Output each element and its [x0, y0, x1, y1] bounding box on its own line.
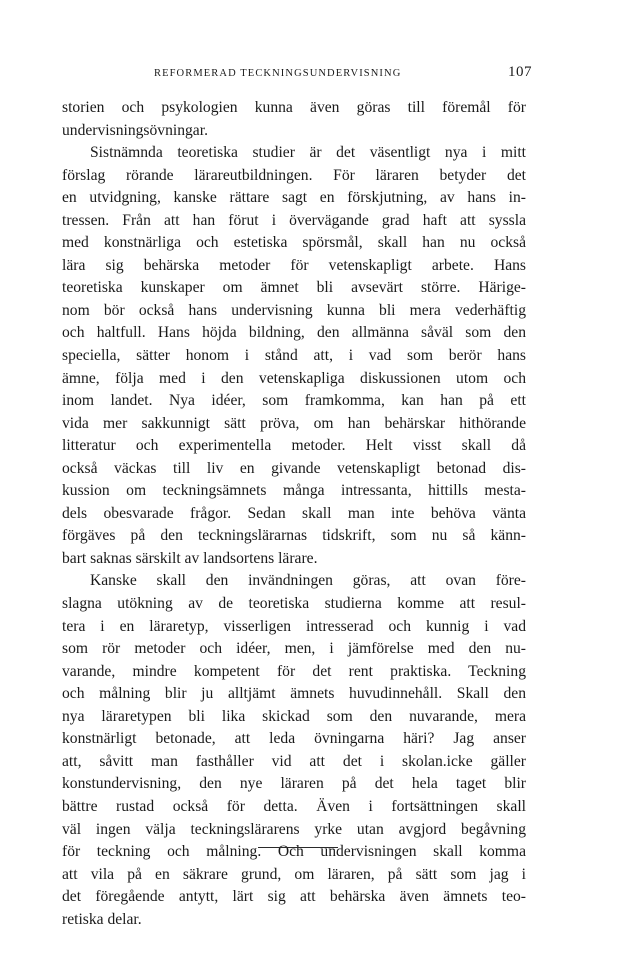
text-line: med konstnärliga och estetiska spörsmål, skall han nu också [62, 234, 526, 252]
text-line: inom landet. Nya idéer, som framkomma, kan han på ett [62, 392, 526, 410]
text-line: konstnärligt betonade, att leda övningarna häri? Jag anser [62, 730, 526, 748]
text-line: nya läraretypen bli lika skickad som den nuvarande, mera [62, 707, 526, 725]
text-line: bättre rustad också för detta. Även i fortsättningen skall [62, 797, 526, 815]
text-line: litteratur och experimentella metoder. Helt visst skall då [62, 437, 526, 455]
text-line: väl ingen välja teckningslärarens yrke utan avgjord begåvning [62, 820, 526, 838]
text-line: undervisningsövningar. [62, 121, 208, 139]
paragraph-start-line: Kanske skall den invändningen göras, att ovan före- [90, 572, 526, 590]
text-line: lära sig behärska metoder för vetenskapligt arbete. Hans [62, 256, 526, 274]
text-line: att, såvitt man fasthåller vid att det i skolan.icke gäller [62, 752, 526, 770]
text-line: slagna utökning av de teoretiska studierna komme att resul- [62, 595, 526, 613]
text-line: och haltfull. Hans höjda bildning, den allmänna såväl som den [62, 324, 526, 342]
text-line: retiska delar. [62, 910, 142, 928]
text-line: en utvidgning, kanske rättare sagt en förskjutning, av hans in- [62, 189, 526, 207]
text-line: bart saknas särskilt av landsortens lärare. [62, 549, 318, 567]
text-line: nom bör också hans undervisning kunna bli mera vederhäftig [62, 301, 526, 319]
page-number: 107 [508, 64, 532, 80]
end-of-section-rule [258, 847, 338, 848]
paragraph-start-line: Sistnämnda teoretiska studier är det väsentligt nya i mitt [90, 144, 526, 162]
text-line: som rör metoder och idéer, men, i jämförelse med den nu- [62, 640, 526, 658]
text-line: konstundervisning, den nye läraren på det hela taget blir [62, 775, 526, 793]
text-line: också väckas till liv en givande vetenskapligt betonad dis- [62, 459, 526, 477]
text-line: storien och psykologien kunna även göras till föremål för [62, 99, 526, 116]
text-line: varande, mindre kompetent för det rent praktiska. Teckning [62, 662, 526, 680]
text-line: förgäves på den teckningslärarnas tidskrift, som nu så känn- [62, 527, 526, 545]
text-line: speciella, sätter honom i stånd att, i vad som berör hans [62, 347, 526, 365]
text-line: kussion om teckningsämnets många intressanta, hittills mesta- [62, 482, 526, 500]
text-line: tera i en läraretyp, visserligen intresserad och kunnig i vad [62, 617, 526, 635]
text-line: vida mer sakkunnigt sätt pröva, om han behärskar hithörande [62, 414, 526, 432]
text-line: att vila på en säkrare grund, om läraren, på sätt som jag i [62, 865, 526, 883]
text-line: teoretiska kunskaper om ämnet bli avsevärt större. Härige- [62, 279, 526, 297]
body-text [62, 97, 526, 931]
running-head [62, 64, 532, 84]
text-line: förslag rörande lärareutbildningen. För läraren betyder det [62, 166, 526, 184]
text-line: och målning blir ju alltjämt ämnets huvudinnehåll. Skall den [62, 685, 526, 703]
text-line: för teckning och målning. Och undervisningen skall komma [62, 843, 526, 861]
text-line: dels obesvarade frågor. Sedan skall man inte behöva vänta [62, 504, 526, 522]
text-line: tressen. Från att han förut i övervägande grad haft att syssla [62, 211, 526, 229]
text-line: det föregående antytt, lärt sig att behärska även ämnets teo- [62, 888, 526, 906]
text-line: ämne, följa med i den vetenskapliga diskussionen utom och [62, 369, 526, 387]
running-title: REFORMERAD TECKNINGSUNDERVISNING [154, 68, 402, 79]
